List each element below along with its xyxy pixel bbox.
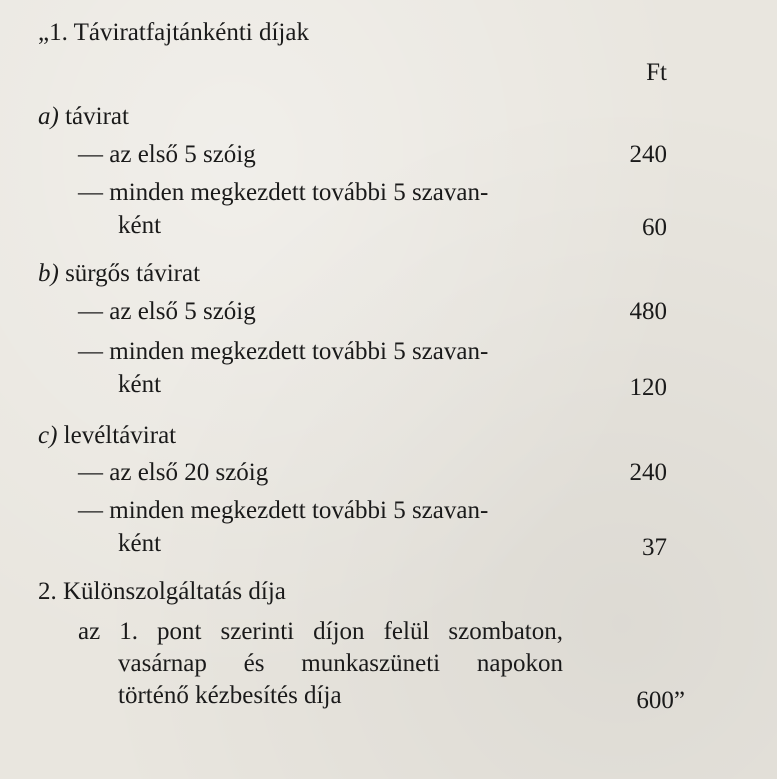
item-b-title: sürgős távirat [65,260,201,287]
item-c-title: levéltávirat [63,422,177,449]
item-b-further-words-amount: 120 [629,374,667,401]
section-2-text-line1: az 1. pont szerinti díjon felül szombaton, [78,618,563,645]
item-c-first-words-amount: 240 [629,459,667,486]
section-2-heading: 2. Különszolgáltatás díja [38,578,286,605]
item-c-heading [38,421,176,451]
item-b-further-words-line1: — minden megkezdett további 5 szavan- [78,338,489,365]
section-2-text-line3: történő kézbesítés díja [118,682,342,709]
item-a-first-words-amount: 240 [629,141,667,168]
item-a-label: a) [38,103,59,130]
section-2-amount: 600” [636,687,685,714]
item-b-first-words: — az első 5 szóig [78,298,256,325]
item-c-further-words-line2: ként [118,530,162,557]
section-1-heading: „1. Táviratfajtánkénti díjak [38,19,309,46]
item-b-further-words-line2: ként [118,371,162,398]
item-a-further-words-line2: ként [118,212,162,239]
item-a-further-words-line1: — minden megkezdett további 5 szavan- [78,179,489,206]
item-a-heading [38,102,129,132]
unit-header: Ft [646,59,667,86]
item-c-further-words-line1: — minden megkezdett további 5 szavan- [78,497,489,524]
item-b-heading [38,259,200,289]
item-a-further-words-amount: 60 [642,214,667,241]
item-b-first-words-amount: 480 [629,298,667,325]
item-a-first-words: — az első 5 szóig [78,141,256,168]
item-b-label: b) [38,260,59,287]
section-2-text-line2: vasárnap és munkaszüneti napokon [118,650,563,677]
item-c-first-words: — az első 20 szóig [78,459,269,486]
item-c-label: c) [38,422,58,449]
item-a-title: távirat [65,103,129,130]
item-c-further-words-amount: 37 [642,534,667,561]
